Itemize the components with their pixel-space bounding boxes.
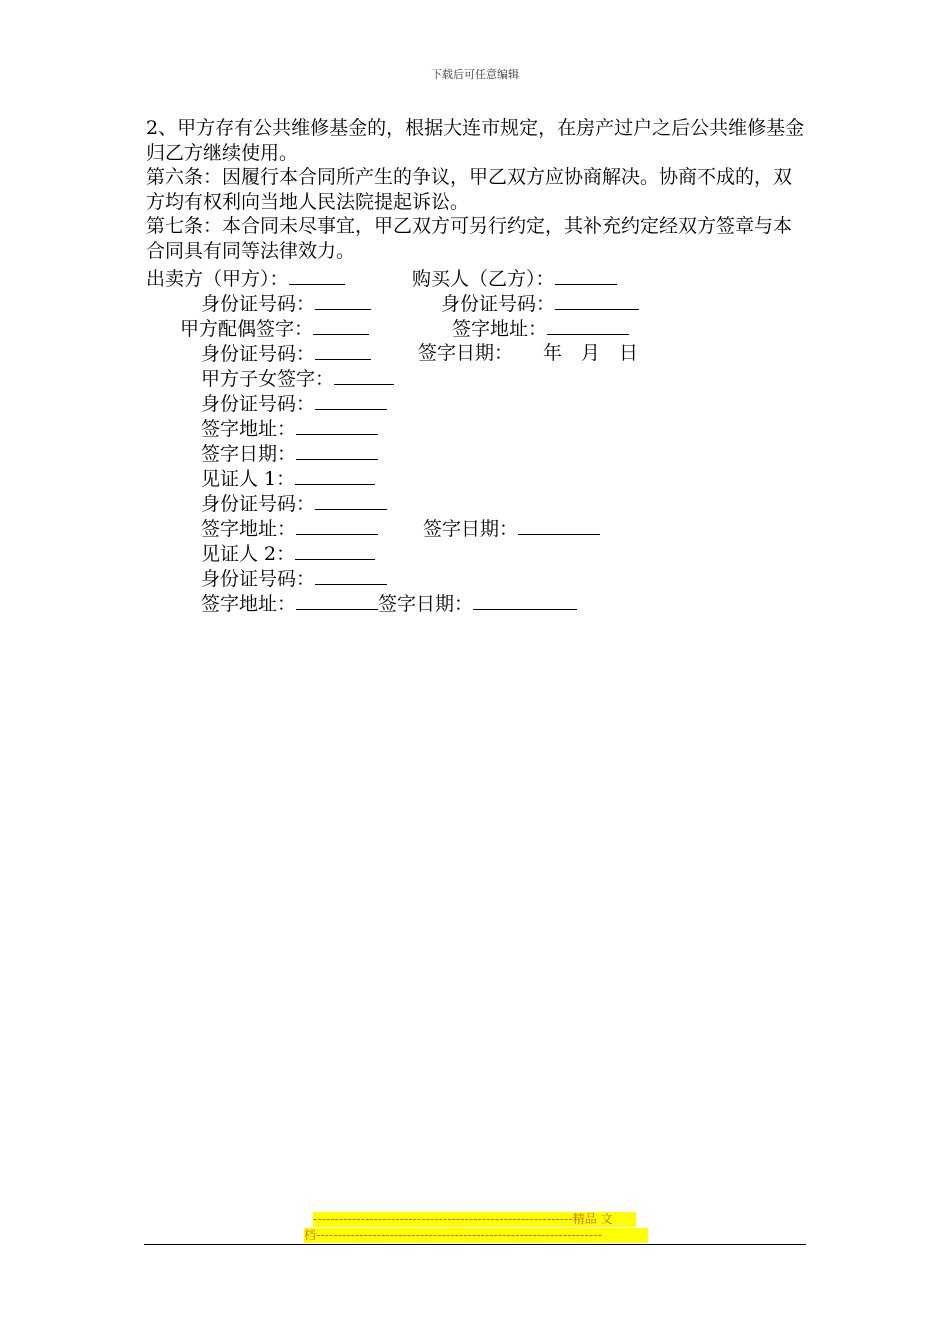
witness1-line (201, 466, 375, 491)
children-date-label: 签字日期： (201, 443, 297, 465)
seller-line (146, 266, 345, 291)
witness1-label: 见证人 1： (201, 468, 296, 490)
children-address-line (201, 416, 378, 441)
date-ymd: 年 月 日 (543, 342, 639, 364)
seller-blank (289, 266, 345, 285)
witness2-id-label: 身份证号码： (201, 568, 316, 590)
witness2-address-date-line (201, 591, 577, 616)
clause-paragraph: 第七条：本合同未尽事宜，甲乙双方可另行约定，其补充约定经双方签章与本合同具有同等法律效力。 (146, 215, 793, 262)
children-id-blank (315, 391, 387, 410)
spouse-sign-label: 甲方配偶签字： (180, 318, 314, 340)
witness1-date-label: 签字日期： (423, 518, 519, 540)
witness1-id-blank (315, 491, 387, 510)
seller-id-line (201, 291, 371, 316)
clause-paragraph: 2、甲方存有公共维修基金的，根据大连市规定，在房产过户之后公共维修基金归乙方继续使用。 (146, 117, 805, 164)
buyer-date-line (418, 341, 638, 365)
buyer-blank (555, 266, 617, 285)
spouse-sign-blank (313, 316, 369, 335)
buyer-label: 购买人（乙方）： (412, 268, 555, 290)
children-sign-blank (334, 366, 394, 385)
witness1-date-line (423, 516, 600, 541)
buyer-address-label: 签字地址： (452, 318, 548, 340)
clause-paragraph: 第六条：因履行本合同所产生的争议，甲乙双方应协商解决。协商不成的，双方均有权利向当地人民法院提起诉讼。 (146, 166, 793, 213)
children-id-line (201, 391, 387, 416)
buyer-id-label: 身份证号码： (441, 293, 556, 315)
witness1-date-blank (518, 516, 600, 535)
children-address-blank (296, 416, 378, 435)
witness2-blank (295, 541, 375, 560)
seller-id-blank (315, 291, 371, 310)
witness1-address-blank (296, 516, 378, 535)
buyer-id-line (441, 291, 639, 316)
spouse-id-label: 身份证号码： (201, 343, 316, 365)
spouse-id-line (201, 341, 371, 366)
spouse-sign-line (180, 316, 369, 341)
buyer-address-blank (547, 316, 629, 335)
witness2-address-blank (296, 591, 378, 610)
children-date-line (201, 441, 378, 466)
witness2-date-blank (473, 591, 577, 610)
buyer-address-line (452, 316, 629, 341)
witness2-date-label: 签字日期： (378, 593, 474, 615)
children-address-label: 签字地址： (201, 418, 297, 440)
footer-rule (144, 1244, 806, 1245)
footer-highlight-1: ------------------------------------------------------------精品 文 (313, 1212, 636, 1227)
witness1-id-label: 身份证号码： (201, 493, 316, 515)
buyer-id-blank (555, 291, 639, 310)
witness1-blank (295, 466, 375, 485)
witness1-address-line (201, 516, 378, 541)
page-header: 下载后可任意编辑 (431, 68, 519, 81)
witness2-label: 见证人 2： (201, 543, 296, 565)
children-sign-line (201, 366, 394, 391)
witness1-id-line (201, 491, 387, 516)
witness2-line (201, 541, 375, 566)
witness2-id-line (201, 566, 387, 591)
seller-id-label: 身份证号码： (201, 293, 316, 315)
witness1-address-label: 签字地址： (201, 518, 297, 540)
children-id-label: 身份证号码： (201, 393, 316, 415)
buyer-date-label: 签字日期： (418, 342, 514, 364)
buyer-line (412, 266, 617, 291)
witness2-id-blank (315, 566, 387, 585)
witness2-address-label: 签字地址： (201, 593, 297, 615)
children-sign-label: 甲方子女签字： (201, 368, 335, 390)
children-date-blank (296, 441, 378, 460)
contract-clauses (146, 116, 806, 263)
footer-highlight-2: 档------------------------------------------------------------------ (304, 1228, 648, 1243)
spouse-id-blank (315, 341, 371, 360)
seller-label: 出卖方（甲方）： (146, 268, 289, 290)
